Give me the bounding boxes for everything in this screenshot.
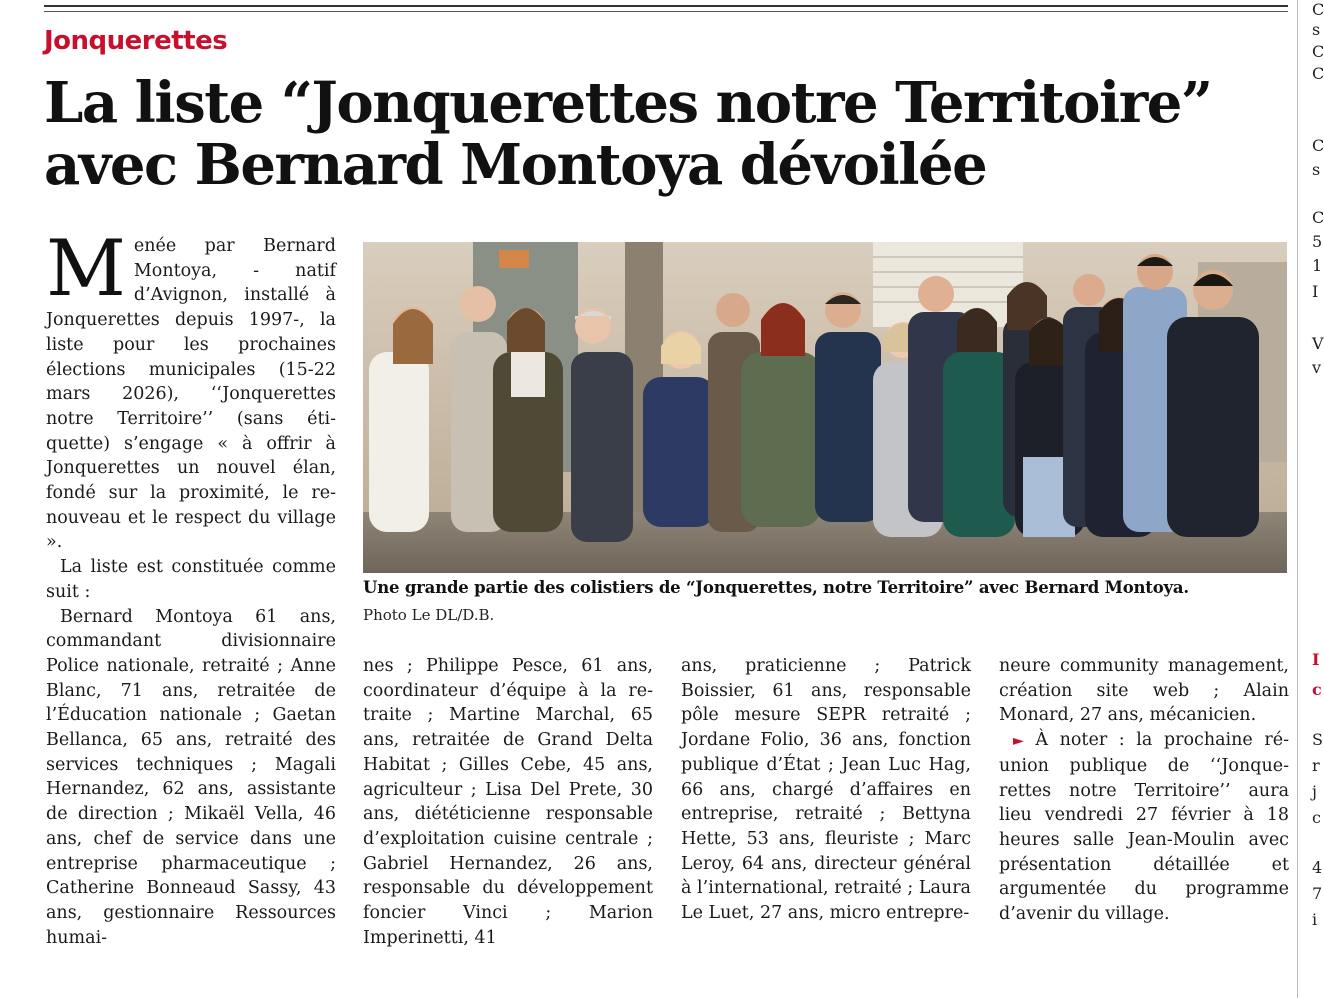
article-headline: [44, 72, 1294, 196]
edge-fragment: C: [1312, 208, 1324, 227]
note-text: À noter : la prochaine réunion publique de ‘‘Jonquerettes notre Territoire’’ aura lieu vendredi 27 février à 18 heures salle Jean-Moulin avec présentation détaillée et argumentée du programme d’avenir du village.: [999, 730, 1289, 925]
headline-line-2: avec Bernard Montoya dévoilée: [44, 132, 987, 198]
intro-paragraph: [46, 224, 336, 555]
drop-cap: M: [46, 224, 126, 314]
edge-fragment: j: [1312, 782, 1317, 801]
edge-fragment: C: [1312, 42, 1324, 61]
edge-fragment: i: [1312, 910, 1318, 929]
candidate-list-part-3: ans, praticienne ; Patrick Boissier, 61 ans, responsable pôle mesure SEPR retraité ; Jordane Folio, 36 ans, fonction publique d’État ; Jean Luc Hag, 66 ans, chargé d’affaires en entreprise, retraité ; Bettyna Hette, 53 ans, fleuriste ; Marc Leroy, 64 ans, directeur général à l’international, retraité ; Laura Le Luet, 27 ans, micro entrepre-: [681, 656, 971, 924]
edge-fragment: 4: [1312, 858, 1323, 877]
edge-fragment: I: [1312, 282, 1319, 301]
edge-fragment: C: [1312, 136, 1324, 155]
edge-fragment: 7: [1312, 884, 1323, 903]
candidate-list-part-4: neure community management, création site web ; Alain Monard, 27 ans, mécanicien.: [999, 656, 1289, 726]
candidate-list-part-1: Bernard Montoya 61 ans, commandant divisionnaire Police nationale, retraité ; Anne Blanc, 71 ans, retraitée de l’Éducation nationale ; Gaetan Bellanca, 65 ans, retraité des services techniques ; Magali Hernandez, 62 ans, assistante de direction ; Mikaël Vella, 46 ans, chef de service dans une entreprise pharmaceutique ; Catherine Bonneaud Sassy, 43 ans, gestionnaire Ressources humai-: [46, 606, 336, 948]
list-intro-paragraph: La liste est constituée comme suit :: [46, 557, 336, 602]
edge-fragment: s: [1312, 20, 1321, 39]
edge-fragment: r: [1312, 756, 1320, 775]
group-photo-illustration: [363, 242, 1287, 573]
edge-fragment: C: [1312, 64, 1324, 83]
photo-credit: Photo Le DL/D.B.: [363, 606, 495, 624]
column-divider: [1297, 0, 1298, 998]
edge-fragment: V: [1312, 334, 1324, 353]
edge-fragment: I: [1312, 650, 1320, 669]
top-rule: [44, 5, 1288, 7]
edge-fragment: c: [1312, 808, 1321, 827]
article-column-4: [999, 654, 1289, 927]
article-column-2: [363, 654, 653, 950]
edge-fragment: S: [1312, 730, 1323, 749]
candidate-list-part-2: nes ; Philippe Pesce, 61 ans, coordinateur d’équipe à la retraite ; Martine Marchal, 65 ans, retraitée de Grand Delta Habitat ; Gilles Cebe, 45 ans, agriculteur ; Lisa Del Prete, 30 ans, diététicienne responsable d’exploitation cuisine centrale ; Gabriel Hernandez, 26 ans, responsable du développement foncier Vinci ; Marion Imperinetti, 41: [363, 656, 653, 948]
note-paragraph: [999, 728, 1289, 927]
article-column-3: [681, 654, 971, 926]
article-column-1: [46, 224, 336, 950]
edge-fragment: C: [1312, 0, 1324, 19]
headline-line-1: La liste “Jonquerettes notre Territoire”: [44, 70, 1212, 136]
edge-fragment: s: [1312, 160, 1321, 179]
photo-caption: Une grande partie des colistiers de “Jonquerettes, notre Territoire” avec Bernard Montoya.: [363, 578, 1189, 597]
edge-fragment: v: [1312, 358, 1322, 377]
edge-fragment: 1: [1312, 256, 1323, 275]
edge-fragment: 5: [1312, 232, 1323, 251]
group-photo: [363, 242, 1287, 573]
edge-fragment: c: [1312, 680, 1322, 699]
red-arrow-icon: ►: [1013, 733, 1024, 750]
top-rule-thin: [44, 11, 1288, 12]
intro-text: enée par Bernard Montoya, - natif d’Avignon, installé à Jonquerettes depuis 1997-, la liste pour les prochaines élections municipales (15-22 mars 2026), ‘‘Jonquerettes notre Territoire’’ (sans étiquette) s’engage « à offrir à Jonquerettes un nouvel élan, fondé sur la proximité, le renouveau et le respect du village ».: [46, 236, 336, 553]
section-kicker: Jonquerettes: [44, 26, 228, 56]
